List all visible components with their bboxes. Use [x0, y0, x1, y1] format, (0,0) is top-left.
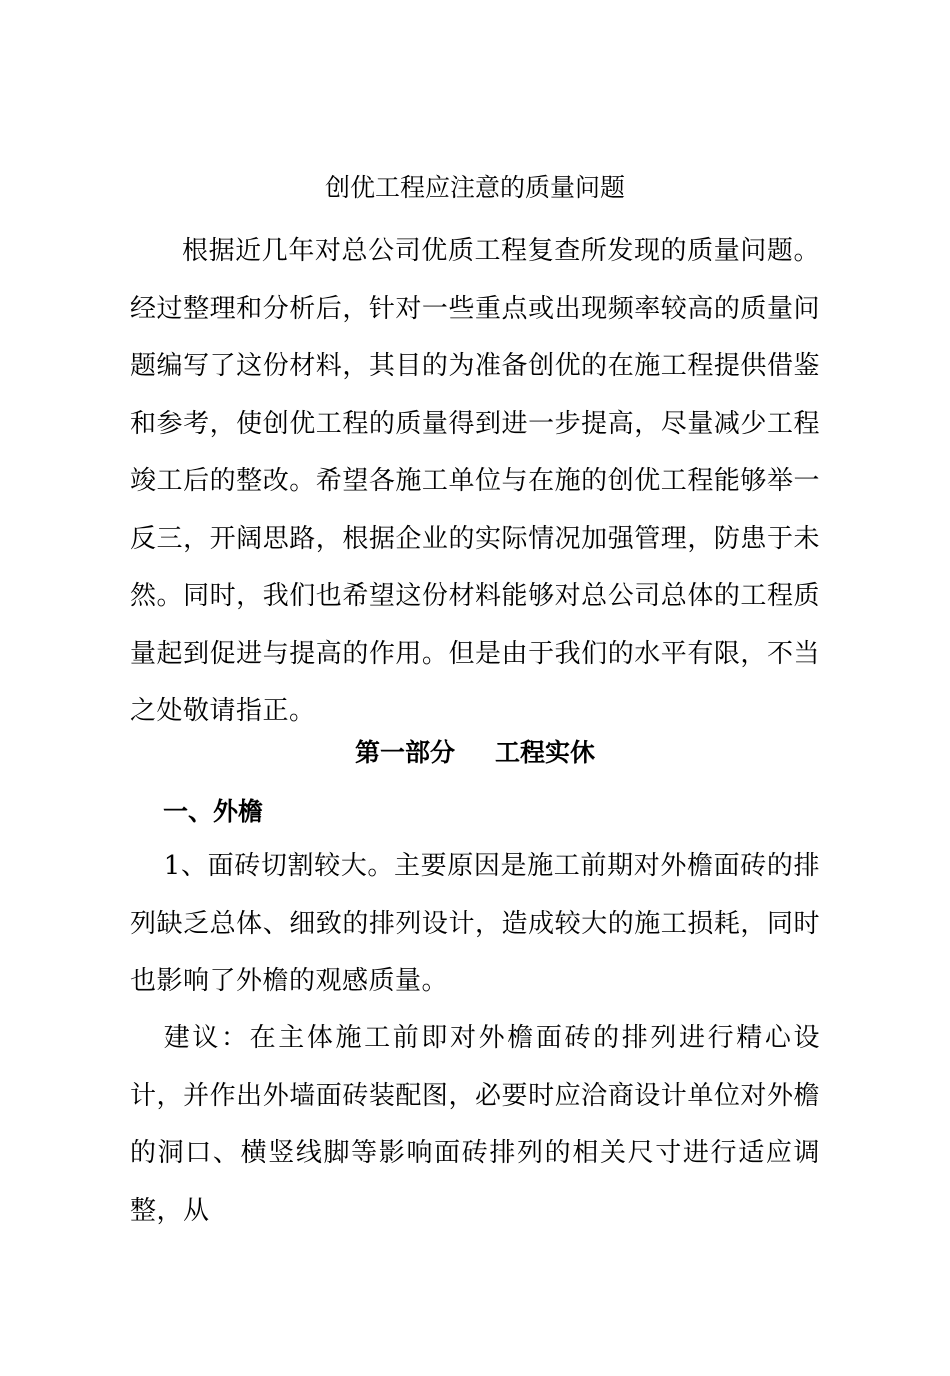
part-name: 工程实休	[495, 738, 596, 767]
section-heading: 一、外檐	[163, 797, 264, 826]
suggestion-paragraph: 建议：在主体施工前即对外檐面砖的排列进行精心设计，并作出外墙面砖装配图，必要时应洽商设计单位对外檐的洞口、横竖线脚等影响面砖排列的相关尺寸进行适应调整，从	[130, 1023, 820, 1226]
part-number: 第一部分	[354, 738, 455, 767]
item-1-paragraph: 1、面砖切割较大。主要原因是施工前期对外檐面砖的排列缺乏总体、细致的排列设计，造成较大的施工损耗，同时也影响了外檐的观感质量。	[130, 851, 820, 996]
intro-paragraph: 根据近几年对总公司优质工程复查所发现的质量问题。经过整理和分析后，针对一些重点或出现频率较高的质量问题编写了这份材料，其目的为准备创优的在施工程提供借鉴和参考，使创优工程的质量得到进一步提高，尽量减少工程竣工后的整改。希望各施工单位与在施的创优工程能够举一反三，开阔思路，根据企业的实际情况加强管理，防患于未然。同时，我们也希望这份材料能够对总公司总体的工程质量起到促进与提高的作用。但是由于我们的水平有限，不当之处敬请指正。	[130, 236, 820, 726]
document-title: 创优工程应注意的质量问题	[324, 173, 625, 202]
part-heading	[0, 735, 950, 771]
